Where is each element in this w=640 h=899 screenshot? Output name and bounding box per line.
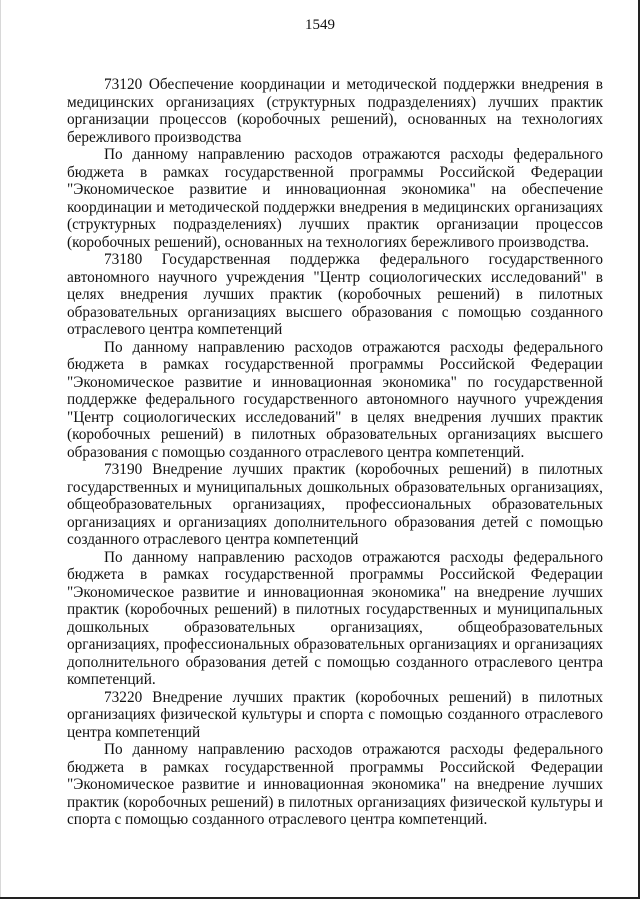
paragraph-73190-description: По данному направлению расходов отражаются расходы федерального бюджета в рамках государственной программы Российской Федерации "Экономическое развитие и инновационная экономика" на внедрение лучших практик (коробочных решений) в пилотных государственных и муниципальных дошкольных образовательных организациях, общеобразовательных организациях, профессиональных образовательных организациях и организациях дополнительного образования детей с помощью созданного отраслевого центра компетенций.: [67, 548, 603, 688]
paragraph-73220-description: По данному направлению расходов отражаются расходы федерального бюджета в рамках государственной программы Российской Федерации "Экономическое развитие и инновационная экономика" на внедрение лучших практик (коробочных решений) в пилотных организациях физической культуры и спорта с помощью созданного отраслевого центра компетенций.: [67, 741, 603, 828]
heading-73180: 73180 Государственная поддержка федерального государственного автономного научного учреждения "Центр социологических исследований" в целях внедрения лучших практик (коробочных решений) в пилотных образовательных организациях высшего образования с помощью созданного отраслевого центра компетенций: [67, 251, 603, 338]
document-body: [67, 76, 603, 829]
heading-73220: 73220 Внедрение лучших практик (коробочных решений) в пилотных организациях физической культуры и спорта с помощью созданного отраслевого центра компетенций: [67, 688, 603, 741]
paragraph-73180-description: По данному направлению расходов отражаются расходы федерального бюджета в рамках государственной программы Российской Федерации "Экономическое развитие и инновационная экономика" по государственной поддержке федерального государственного автономного научного учреждения "Центр социологических исследований" в целях внедрения лучших практик (коробочных решений) в пилотных образовательных организациях высшего образования с помощью созданного отраслевого центра компетенций.: [67, 338, 603, 461]
heading-73190: 73190 Внедрение лучших практик (коробочных решений) в пилотных государственных и муниципальных дошкольных образовательных организациях, общеобразовательных организациях, профессиональных образовательных организациях и организациях дополнительного образования детей с помощью созданного отраслевого центра компетенций: [67, 461, 603, 548]
page-number: 1549: [305, 17, 335, 33]
heading-73120: 73120 Обеспечение координации и методической поддержки внедрения в медицинских организациях (структурных подразделениях) лучших практик организации процессов (коробочных решений), основанных на технологиях бережливого производства: [67, 76, 603, 146]
paragraph-73120-description: По данному направлению расходов отражаются расходы федерального бюджета в рамках государственной программы Российской Федерации "Экономическое развитие и инновационная экономика" на обеспечение координации и методической поддержки внедрения в медицинских организациях (структурных подразделениях) лучших практик организации процессов (коробочных решений), основанных на технологиях бережливого производства.: [67, 146, 603, 251]
page-edge-left: [0, 0, 1, 899]
